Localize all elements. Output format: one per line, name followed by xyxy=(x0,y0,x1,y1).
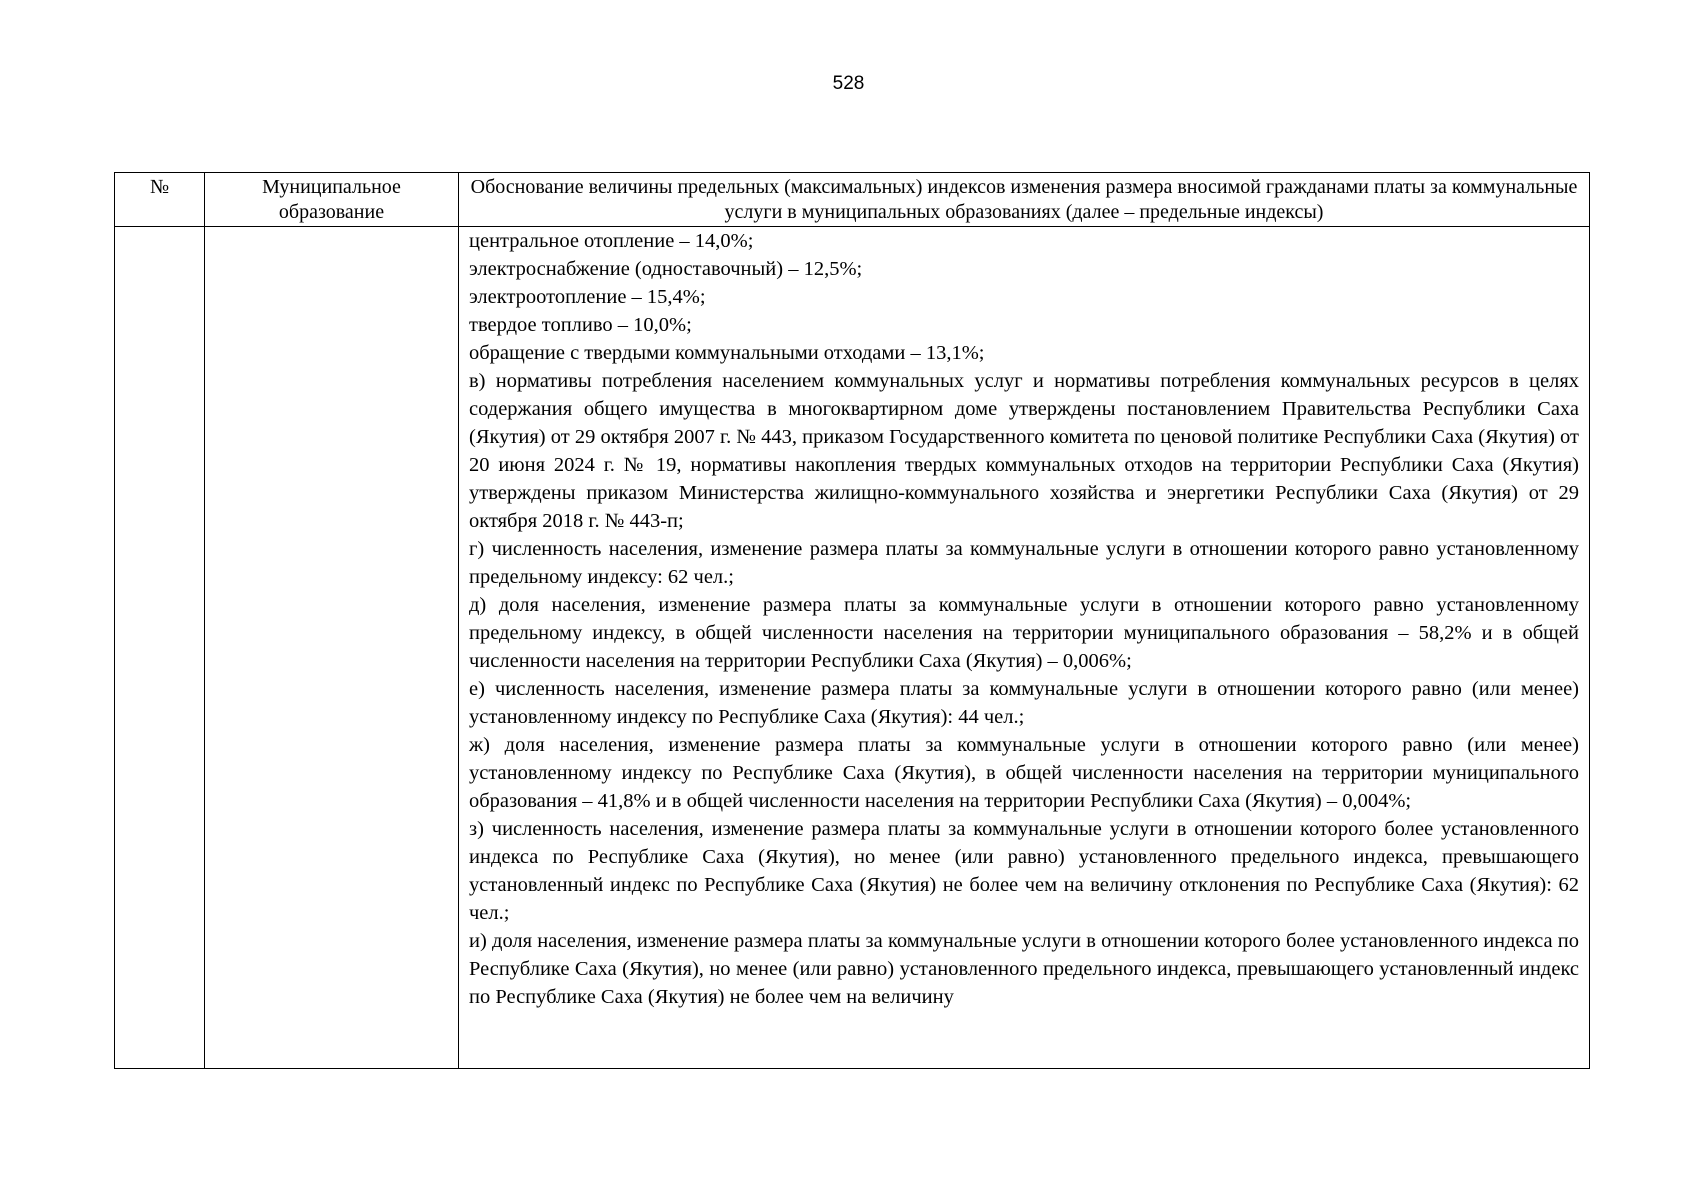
tariff-index-table xyxy=(114,172,1590,1069)
paragraph-i: и) доля населения, изменение размера платы за коммунальные услуги в отношении которого более установленного индекса по Республике Саха (Якутия), но менее (или равно) установленного предельного индекса, превышающего установленный индекс по Республике Саха (Якутия) не более чем на величину xyxy=(469,930,1579,1008)
tariff-line: электроотопление – 15,4%; xyxy=(469,286,706,308)
tariff-line: центральное отопление – 14,0%; xyxy=(469,230,754,252)
paragraph-z: з) численность населения, изменение размера платы за коммунальные услуги в отношении которого более установленного индекса по Республике Саха (Якутия), но менее (или равно) установленного предельного индекса, превышающего установленный индекс по Республике Саха (Якутия) не более чем на величину отклонения по Республике Саха (Якутия): 62 чел.; xyxy=(469,818,1579,924)
header-municipality: Муниципальное образование xyxy=(205,173,459,227)
tariff-line: обращение с твердыми коммунальными отходами – 13,1%; xyxy=(469,342,985,364)
header-justification: Обоснование величины предельных (максимальных) индексов изменения размера вносимой гражданами платы за коммунальные услуги в муниципальных образованиях (далее – предельные индексы) xyxy=(459,173,1590,227)
cell-justification xyxy=(459,227,1590,1069)
tariff-line: твердое топливо – 10,0%; xyxy=(469,314,692,336)
table-row xyxy=(115,227,1590,1069)
paragraph-g: г) численность населения, изменение размера платы за коммунальные услуги в отношении которого равно установленному предельному индексу: 62 чел.; xyxy=(469,538,1579,588)
cell-number xyxy=(115,227,205,1069)
cell-municipality xyxy=(205,227,459,1069)
table-header-row xyxy=(115,173,1590,227)
tariff-line: электроснабжение (одноставочный) – 12,5%; xyxy=(469,258,863,280)
header-number: № xyxy=(115,173,205,227)
paragraph-v: в) нормативы потребления населением коммунальных услуг и нормативы потребления коммунальных ресурсов в целях содержания общего имущества в многоквартирном доме утверждены постановлением Правительства Республики Саха (Якутия) от 29 октября 2007 г. № 443, приказом Государственного комитета по ценовой политике Республики Саха (Якутия) от 20 июня 2024 г. № 19, нормативы накопления твердых коммунальных отходов на территории Республики Саха (Якутия) утверждены приказом Министерства жилищно-коммунального хозяйства и энергетики Республики Саха (Якутия) от 29 октября 2018 г. № 443-п; xyxy=(469,370,1579,532)
paragraph-zh: ж) доля населения, изменение размера платы за коммунальные услуги в отношении которого равно (или менее) установленному индексу по Республике Саха (Якутия), в общей численности населения на территории муниципального образования – 41,8% и в общей численности населения на территории Республики Саха (Якутия) – 0,004%; xyxy=(469,734,1579,812)
paragraph-e: е) численность населения, изменение размера платы за коммунальные услуги в отношении которого равно (или менее) установленному индексу по Республике Саха (Якутия): 44 чел.; xyxy=(469,678,1579,728)
paragraph-d: д) доля населения, изменение размера платы за коммунальные услуги в отношении которого равно установленному предельному индексу, в общей численности населения на территории муниципального образования – 58,2% и в общей численности населения на территории Республики Саха (Якутия) – 0,006%; xyxy=(469,594,1579,672)
page-number: 528 xyxy=(832,73,865,94)
